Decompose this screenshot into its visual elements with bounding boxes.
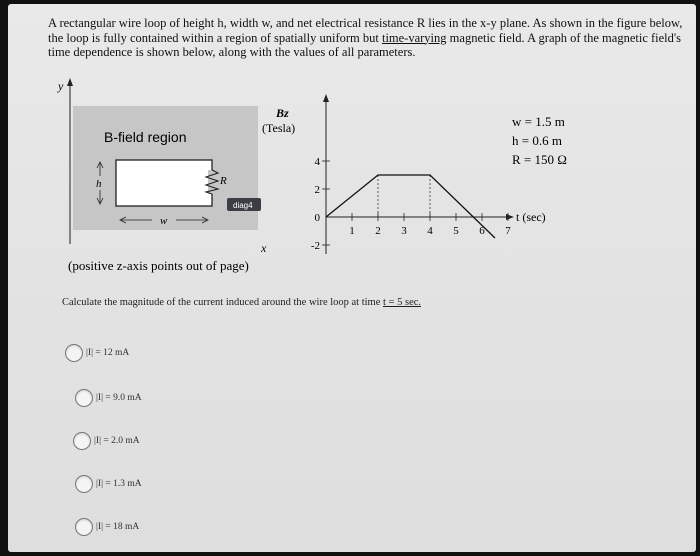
param-width: w = 1.5 m [512, 114, 565, 129]
problem-figure [8, 4, 696, 294]
radio-button[interactable] [75, 389, 93, 407]
answer-option-5[interactable] [75, 518, 139, 536]
answer-option-3[interactable] [73, 432, 140, 450]
radio-button[interactable] [73, 432, 91, 450]
y-axis-label: y [58, 79, 64, 93]
y-axis-arrow [67, 78, 73, 86]
y-tick-label: 4 [314, 156, 320, 168]
answer-label: |I| = 2.0 mA [94, 436, 140, 446]
answer-label: |I| = 1.3 mA [96, 479, 142, 489]
x-tick-label: 6 [479, 225, 485, 237]
radio-button[interactable] [75, 475, 93, 493]
param-resistance: R = 150 Ω [512, 152, 567, 167]
graph-y-label: Bz [276, 106, 289, 120]
answer-option-1[interactable] [65, 344, 129, 362]
question-text [62, 297, 662, 308]
width-label: w [160, 215, 168, 227]
graph-x-label: t (sec) [516, 210, 546, 224]
x-tick-label: 4 [427, 225, 433, 237]
param-height: h = 0.6 m [512, 133, 562, 148]
problem-page [8, 4, 696, 552]
intro-text-continued: magnetic field. A graph of the magnetic field's time dependence is shown below, along with the values of all parameters. [48, 30, 682, 59]
graph-y-axis-arrow [323, 94, 329, 102]
answer-label: |I| = 12 mA [86, 348, 130, 358]
graph-y-ticks [311, 156, 330, 252]
y-tick-label: 0 [314, 212, 320, 224]
x-tick-label: 5 [453, 225, 459, 237]
wire-loop [116, 160, 212, 206]
question-body: Calculate the magnitude of the current induced around the wire loop at time [62, 297, 381, 308]
answer-label: |I| = 9.0 mA [96, 393, 142, 403]
graph-x-axis-arrow [506, 214, 514, 220]
radio-button[interactable] [75, 518, 93, 536]
x-axis-label: x [261, 241, 267, 255]
resistor-label: R [220, 175, 227, 187]
answer-option-2[interactable] [75, 389, 142, 407]
b-field-region-label: B-field region [104, 129, 187, 145]
x-tick-label: 3 [401, 225, 407, 237]
answer-option-4[interactable] [75, 475, 142, 493]
height-label: h [96, 178, 102, 190]
answer-label: |I| = 18 mA [96, 522, 140, 532]
diagram-badge-text: diag4 [233, 201, 253, 210]
radio-button[interactable] [65, 344, 83, 362]
y-tick-label: 2 [314, 184, 320, 196]
question-time: t = 5 sec. [383, 297, 422, 308]
figure-caption: (positive z-axis points out of page) [68, 258, 249, 273]
intro-underlined-text: time-varying [381, 30, 447, 45]
x-tick-label: 2 [375, 225, 381, 237]
x-tick-label: 7 [505, 225, 511, 237]
b-field-graph [262, 94, 546, 254]
intro-text: A rectangular wire loop of height h, width w, and net electrical resistance R lies in the x-y plane. As shown in the figure below, the loop is fully contained within a region of spatially uniform but [48, 16, 683, 45]
graph-guides [378, 175, 430, 217]
x-tick-label: 1 [349, 225, 355, 237]
graph-y-unit: (Tesla) [262, 121, 296, 135]
y-tick-label: -2 [310, 240, 320, 252]
